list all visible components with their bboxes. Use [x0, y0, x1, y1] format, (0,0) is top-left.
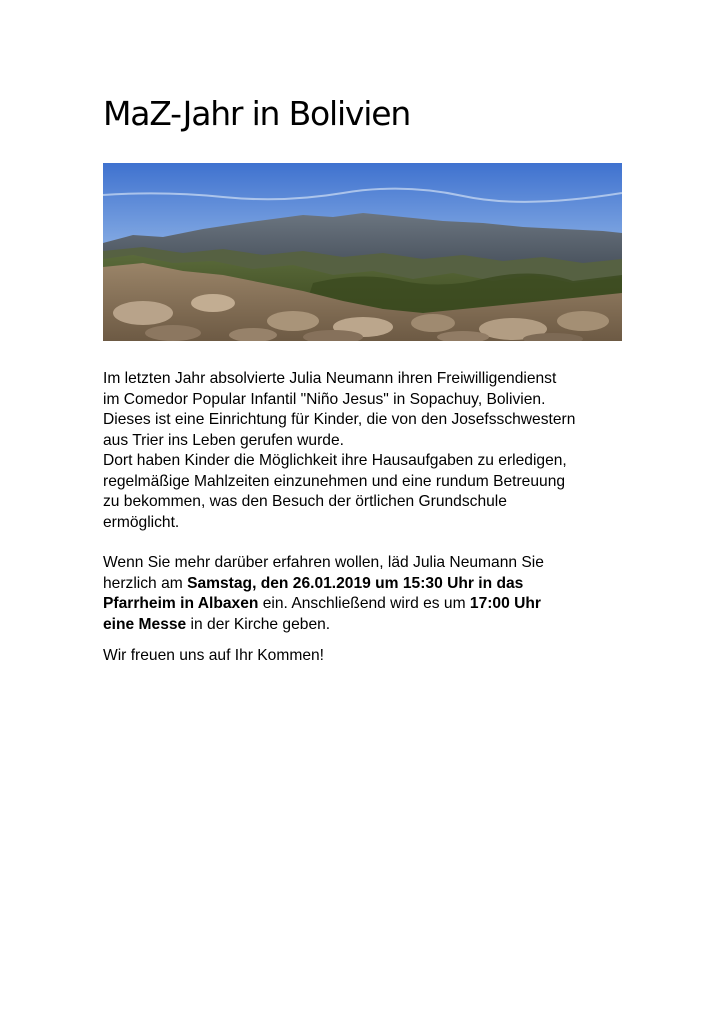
mass-label: eine Messe: [103, 615, 187, 633]
text-segment: herzlich am: [103, 574, 188, 592]
text-line: Im letzten Jahr absolvierte Julia Neumann ihren Freiwilligendienst: [103, 370, 557, 387]
closing-line: Wir freuen uns auf Ihr Kommen!: [103, 647, 325, 664]
text-line: Wenn Sie mehr darüber erfahren wollen, läd Julia Neumann Sie: [103, 554, 544, 571]
page-title: MaZ-Jahr in Bolivien: [103, 94, 411, 133]
text-line: ermöglicht.: [103, 513, 180, 531]
text-line: im Comedor Popular Infantil "Niño Jesus" in Sopachuy, Bolivien.: [103, 390, 546, 408]
intro-paragraph: [103, 369, 633, 533]
text-segment: ein. Anschließend wird es um: [258, 595, 470, 612]
body-text: [103, 369, 633, 667]
text-segment: in der Kirche geben.: [186, 615, 331, 633]
text-line: aus Trier ins Leben gerufen wurde.: [103, 431, 344, 449]
text-line: Dieses ist eine Einrichtung für Kinder, die von den Josefsschwestern: [103, 411, 576, 428]
text-line: regelmäßige Mahlzeiten einzunehmen und eine rundum Betreuung: [103, 472, 566, 490]
text-line: Dort haben Kinder die Möglichkeit ihre Hausaufgaben zu erledigen,: [103, 452, 567, 469]
mountain-panorama-photo: [103, 163, 622, 341]
text-line: zu bekommen, was den Besuch der örtlichen Grundschule: [103, 493, 507, 510]
event-location: Pfarrheim in Albaxen: [103, 595, 259, 612]
event-date-time: Samstag, den 26.01.2019 um 15:30 Uhr in das: [187, 574, 524, 592]
mass-time: 17:00 Uhr: [469, 595, 541, 612]
panorama-image: [103, 163, 622, 341]
invitation-paragraph: [103, 553, 633, 635]
